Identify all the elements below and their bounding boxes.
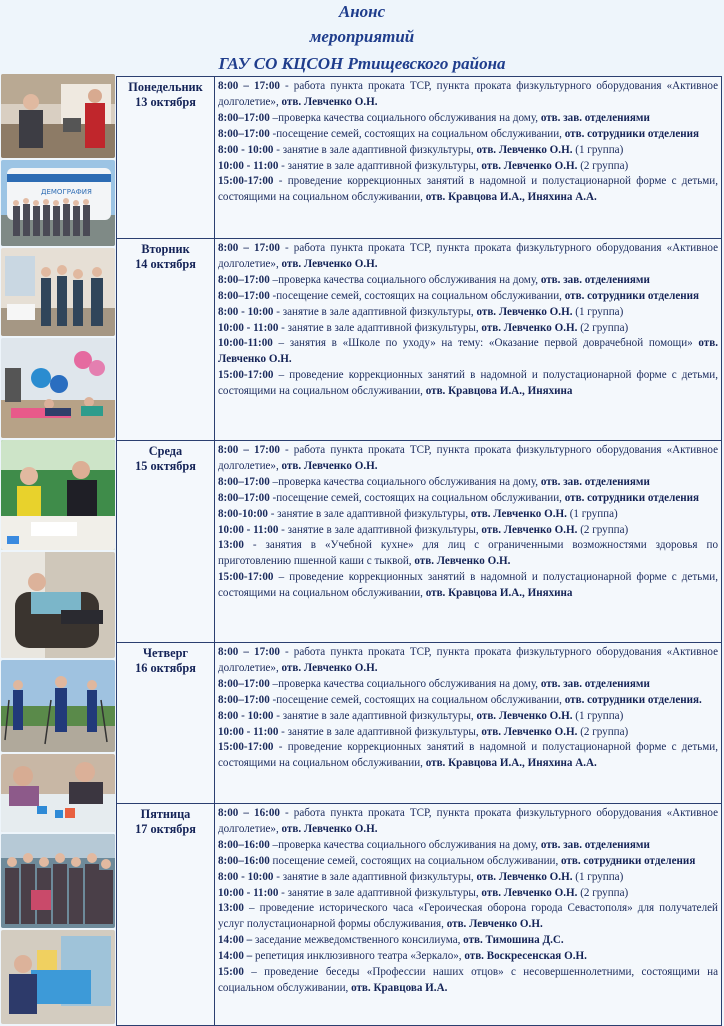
- day-row-tuesday: [117, 239, 721, 441]
- event-item: [218, 949, 718, 965]
- event-text: –проверка качества социального обслуживания на дому,: [269, 111, 541, 124]
- event-responsible: отв. Левченко О.Н.: [481, 725, 578, 738]
- event-item: [218, 336, 718, 368]
- day-row-wednesday: [117, 441, 721, 643]
- photo-column: [1, 74, 115, 1024]
- svg-text:ДЕМОГРАФИЯ: ДЕМОГРАФИЯ: [41, 188, 92, 196]
- event-time: 8:00–17:00: [218, 693, 270, 706]
- event-text: - работа пункта проката ТСР, пункта проката физкультурного оборудования «Активное долголетие»,: [218, 444, 718, 472]
- event-responsible: отв. Левченко О.Н.: [218, 337, 718, 366]
- event-responsible: отв. зав. отделениями: [540, 111, 650, 124]
- event-item: [218, 289, 718, 305]
- event-item: [218, 111, 718, 127]
- event-responsible: отв. Кравцова И.А., Иняхина А.А.: [425, 757, 597, 770]
- day-cell: [117, 804, 215, 1026]
- event-item: [218, 570, 718, 602]
- event-responsible: отв. Левченко О.Н.: [281, 459, 378, 472]
- photo-nordic-walking: [1, 660, 115, 752]
- event-time: 10:00 - 11:00: [218, 523, 279, 536]
- photo-meeting-room: [1, 248, 115, 336]
- day-date: 15 октября: [135, 459, 196, 473]
- event-time: 10:00 - 11:00: [218, 321, 279, 334]
- event-text: - проведение коррекционных занятий в надомной и полустационарной форме с детьми, состоящими на социальном обслуживании,: [218, 175, 718, 204]
- event-time: 14:00 –: [218, 950, 253, 963]
- event-time: 8:00–17:00: [218, 491, 270, 504]
- event-responsible: отв. Левченко О.Н.: [281, 661, 378, 674]
- event-text: заседание межведомственного консилиума,: [252, 934, 464, 947]
- day-date: 16 октября: [135, 661, 196, 675]
- event-text: - занятие в зале адаптивной физкультуры,: [273, 143, 477, 156]
- event-time: 8:00 – 16:00: [218, 807, 280, 819]
- event-text: - занятие в зале адаптивной физкультуры,: [278, 159, 482, 172]
- day-cell: [117, 643, 215, 803]
- event-responsible: отв. Воскресенская О.Н.: [464, 950, 587, 963]
- event-tail: (1 группа): [572, 143, 624, 156]
- event-time: 8:00 - 10:00: [218, 870, 274, 883]
- event-time: 8:00 - 10:00: [218, 143, 274, 156]
- event-item: [218, 725, 718, 741]
- event-item: [218, 709, 718, 725]
- event-responsible: отв. Левченко О.Н.: [281, 95, 378, 108]
- event-text: -посещение семей, состоящих на социальном обслуживании,: [269, 127, 565, 140]
- event-responsible: отв. Кравцова И.А., Иняхина А.А.: [425, 191, 597, 204]
- day-name: Среда: [148, 444, 183, 458]
- event-item: [218, 886, 718, 902]
- event-tail: (2 группа): [577, 159, 629, 172]
- event-responsible: отв. Левченко О.Н.: [414, 555, 511, 568]
- event-responsible: отв. Кравцова И.А., Иняхина: [425, 587, 573, 600]
- event-item: [218, 443, 718, 475]
- event-responsible: отв. Левченко О.Н.: [481, 523, 578, 536]
- event-responsible: отв. Левченко О.Н.: [476, 709, 573, 722]
- header-line-3: ГАУ СО КЦСОН Ртищевского района: [218, 54, 506, 73]
- event-text: –проверка качества социального обслуживания на дому,: [269, 273, 541, 286]
- event-text: – проведение беседы «Профессии наших отцов» с несовершеннолетними, состоящими на социальном обслуживании,: [218, 966, 718, 994]
- photo-bus-group: [1, 160, 115, 246]
- schedule-table: [116, 76, 722, 1026]
- event-time: 8:00–17:00: [218, 475, 270, 488]
- event-item: [218, 901, 718, 933]
- event-tail: (2 группа): [577, 523, 629, 536]
- event-text: -посещение семей, состоящих на социальном обслуживании,: [269, 693, 565, 706]
- event-item: [218, 645, 718, 677]
- event-item: [218, 523, 718, 539]
- event-item: [218, 870, 718, 886]
- event-item: [218, 677, 718, 693]
- event-responsible: отв. Левченко О.Н.: [476, 305, 573, 318]
- event-text: - занятие в зале адаптивной физкультуры,: [278, 886, 482, 899]
- event-text: - занятие в зале адаптивной физкультуры,: [267, 507, 471, 520]
- events-list: [218, 79, 718, 206]
- event-item: [218, 159, 718, 175]
- events-list: [218, 806, 718, 997]
- day-name: Четверг: [142, 646, 189, 660]
- event-text: – занятия в «Школе по уходу» на тему: «Оказание первой доврачебной помощи»: [272, 337, 699, 350]
- event-item: [218, 933, 718, 949]
- event-time: 8:00–17:00: [218, 677, 270, 690]
- event-responsible: отв. сотрудники отделения: [564, 289, 700, 302]
- event-time: 15:00-17:00: [218, 571, 274, 584]
- event-time: 13:00: [218, 539, 244, 552]
- event-tail: (2 группа): [577, 321, 629, 334]
- event-time: 15:00: [218, 966, 244, 979]
- event-tail: (1 группа): [572, 709, 624, 722]
- events-list: [218, 241, 718, 400]
- day-name: Пятница: [140, 807, 191, 821]
- event-responsible: отв. сотрудники отделения.: [564, 693, 702, 706]
- event-time: 8:00–17:00: [218, 289, 270, 302]
- event-item: [218, 538, 718, 570]
- event-text: посещение семей, состоящих на социальном обслуживании,: [269, 854, 562, 867]
- event-text: - занятие в зале адаптивной физкультуры,: [278, 523, 482, 536]
- event-text: –проверка качества социального обслуживания на дому,: [269, 475, 541, 488]
- header-line-1: Анонс: [338, 2, 386, 21]
- event-responsible: отв. Левченко О.Н.: [281, 257, 378, 270]
- event-text: - работа пункта проката ТСР, пункта проката физкультурного оборудования «Активное долголетие»,: [218, 242, 718, 270]
- event-time: 8:00 – 17:00: [218, 444, 280, 456]
- event-item: [218, 273, 718, 289]
- event-text: - занятия в «Учебной кухне» для лиц с ограниченными возможностями здоровья по приготовлению пшенной каши с тыквой,: [218, 539, 718, 568]
- event-item: [218, 241, 718, 273]
- event-item: [218, 305, 718, 321]
- event-item: [218, 127, 718, 143]
- event-time: 8:00–17:00: [218, 273, 270, 286]
- event-time: 15:00-17:00: [218, 741, 274, 754]
- event-text: – проведение коррекционных занятий в надомной и полустационарной форме с детьми, состоящими на социальном обслуживании,: [218, 369, 718, 398]
- event-responsible: отв. зав. отделениями: [540, 677, 650, 690]
- day-date: 13 октября: [135, 95, 196, 109]
- day-cell: [117, 77, 215, 238]
- photo-craft-table: [1, 754, 115, 832]
- event-time: 8:00 - 10:00: [218, 305, 274, 318]
- event-tail: (2 группа): [577, 886, 629, 899]
- event-time: 8:00 – 17:00: [218, 646, 280, 658]
- event-responsible: отв. сотрудники отделения: [564, 127, 700, 140]
- day-row-monday: [117, 77, 721, 239]
- event-responsible: отв. Левченко О.Н.: [481, 321, 578, 334]
- event-text: - работа пункта проката ТСР, пункта проката физкультурного оборудования «Активное долголетие»,: [218, 80, 718, 108]
- event-responsible: отв. Кравцова И.А., Иняхина: [425, 385, 573, 398]
- event-text: -посещение семей, состоящих на социальном обслуживании,: [269, 289, 565, 302]
- events-list: [218, 443, 718, 602]
- event-time: 10:00-11:00: [218, 337, 273, 350]
- event-time: 13:00: [218, 902, 244, 915]
- event-responsible: отв. Кравцова И.А.: [351, 981, 448, 994]
- day-cell: [117, 239, 215, 440]
- event-responsible: отв. Левченко О.Н.: [476, 870, 573, 883]
- day-date: 17 октября: [135, 822, 196, 836]
- photo-kitchen: [1, 74, 115, 158]
- event-item: [218, 507, 718, 523]
- event-text: – проведение исторического часа «Героическая оборона города Севастополя» для получателей услуг полустационарной формы обслуживания,: [218, 902, 718, 931]
- event-time: 8:00 – 17:00: [218, 80, 280, 92]
- event-item: [218, 854, 718, 870]
- event-item: [218, 838, 718, 854]
- day-row-friday: [117, 804, 721, 1026]
- event-item: [218, 740, 718, 772]
- day-row-thursday: [117, 643, 721, 804]
- event-responsible: отв. Левченко О.Н.: [481, 886, 578, 899]
- event-time: 8:00 - 10:00: [218, 709, 274, 722]
- event-time: 15:00-17:00: [218, 175, 274, 188]
- event-item: [218, 693, 718, 709]
- day-name: Вторник: [141, 242, 190, 256]
- event-tail: (1 группа): [572, 870, 624, 883]
- events-list: [218, 645, 718, 772]
- event-responsible: отв. зав. отделениями: [540, 475, 650, 488]
- photo-group-portrait: [1, 834, 115, 928]
- announcement-header: [0, 0, 724, 74]
- event-text: - занятие в зале адаптивной физкультуры,: [273, 305, 477, 318]
- event-text: -посещение семей, состоящих на социальном обслуживании,: [269, 491, 565, 504]
- event-item: [218, 321, 718, 337]
- event-item: [218, 965, 718, 997]
- event-responsible: отв. сотрудники отделения: [561, 854, 696, 867]
- event-item: [218, 806, 718, 838]
- event-tail: (2 группа): [577, 725, 629, 738]
- photo-sand-therapy: [1, 930, 115, 1024]
- event-responsible: отв. Тимошина Д.С.: [463, 934, 564, 947]
- event-tail: (1 группа): [572, 305, 624, 318]
- event-item: [218, 79, 718, 111]
- event-time: 14:00 –: [218, 934, 253, 947]
- event-item: [218, 368, 718, 400]
- header-line-2: мероприятий: [309, 27, 415, 46]
- event-responsible: отв. зав. отделениями: [540, 273, 650, 286]
- day-cell: [117, 441, 215, 642]
- photo-art-class: [1, 440, 115, 550]
- event-text: - занятие в зале адаптивной физкультуры,: [278, 321, 482, 334]
- event-responsible: отв. зав. отделениями: [540, 838, 650, 851]
- event-responsible: отв. сотрудники отделения: [564, 491, 700, 504]
- event-time: 8:00–16:00: [218, 854, 270, 867]
- event-text: - работа пункта проката ТСР, пункта проката физкультурного оборудования «Активное долголетие»,: [218, 646, 718, 674]
- event-item: [218, 491, 718, 507]
- event-time: 15:00-17:00: [218, 369, 274, 382]
- event-text: - занятие в зале адаптивной физкультуры,: [278, 725, 482, 738]
- event-text: - занятие в зале адаптивной физкультуры,: [273, 709, 477, 722]
- event-item: [218, 143, 718, 159]
- event-responsible: отв. Левченко О.Н.: [281, 822, 378, 835]
- event-responsible: отв. Левченко О.Н.: [446, 918, 543, 931]
- event-time: 10:00 - 11:00: [218, 886, 279, 899]
- event-text: –проверка качества социального обслуживания на дому,: [269, 838, 541, 851]
- event-text: - проведение коррекционных занятий в надомной и полустационарной форме с детьми, состоящими на социальном обслуживании,: [218, 741, 718, 770]
- event-time: 10:00 - 11:00: [218, 159, 279, 172]
- event-time: 8:00–17:00: [218, 127, 270, 140]
- event-text: – проведение коррекционных занятий в надомной и полустационарной форме с детьми, состоящими на социальном обслуживании,: [218, 571, 718, 600]
- event-tail: (1 группа): [566, 507, 618, 520]
- photo-massage-chair: [1, 552, 115, 658]
- day-name: Понедельник: [128, 80, 203, 94]
- event-responsible: отв. Левченко О.Н.: [481, 159, 578, 172]
- event-text: репетиция инклюзивного театра «Зеркало»,: [252, 950, 465, 963]
- event-responsible: отв. Левченко О.Н.: [470, 507, 567, 520]
- event-text: –проверка качества социального обслуживания на дому,: [269, 677, 541, 690]
- event-text: - работа пункта проката ТСР, пункта проката физкультурного оборудования «Активное долголетие»,: [218, 807, 718, 835]
- day-date: 14 октября: [135, 257, 196, 271]
- event-time: 8:00–16:00: [218, 838, 270, 851]
- event-time: 8:00–17:00: [218, 111, 270, 124]
- photo-gym: [1, 338, 115, 438]
- event-responsible: отв. Левченко О.Н.: [476, 143, 573, 156]
- event-time: 10:00 - 11:00: [218, 725, 279, 738]
- event-item: [218, 174, 718, 206]
- event-text: - занятие в зале адаптивной физкультуры,: [273, 870, 477, 883]
- event-time: 8:00-10:00: [218, 507, 268, 520]
- event-item: [218, 475, 718, 491]
- event-time: 8:00 – 17:00: [218, 242, 280, 254]
